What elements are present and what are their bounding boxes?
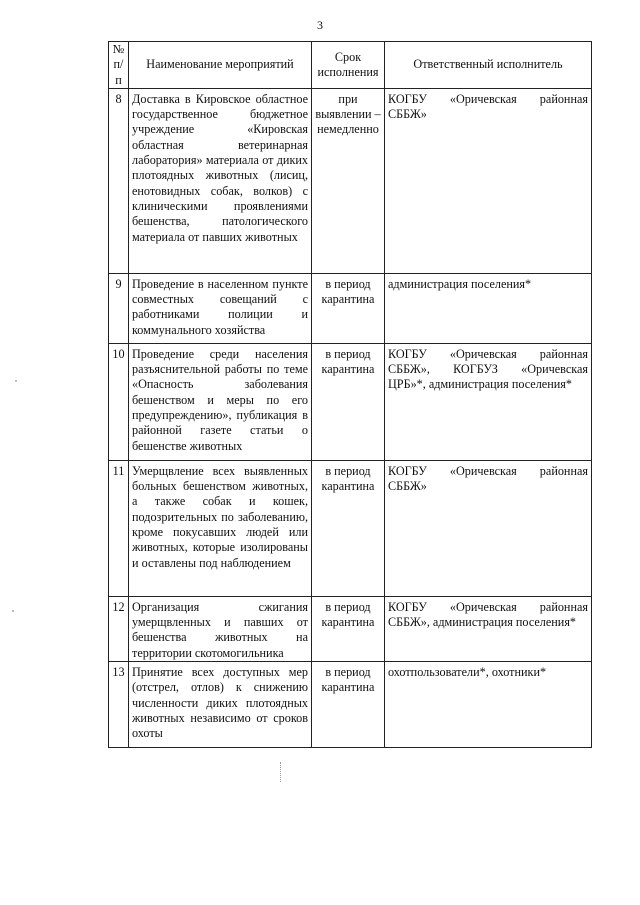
row-responsible: КОГБУ «Оричевская районная СББЖ» (385, 88, 592, 273)
scan-artifact (15, 380, 17, 382)
row-term: в период карантина (312, 460, 385, 596)
row-measure: Проведение в населенном пункте совместных совещаний с работниками полиции и коммунального хозяйства (129, 273, 312, 343)
row-measure: Организация сжигания умерщвленных и павших от бешенства животных на территории скотомогильника (129, 596, 312, 661)
table-row (109, 88, 592, 273)
row-number: 12 (109, 596, 129, 661)
page-number: 3 (317, 18, 323, 32)
measures-table (108, 41, 592, 748)
row-responsible: КОГБУ «Оричевская районная СББЖ», КОГБУЗ «Оричевская ЦРБ»*, администрация поселения* (385, 343, 592, 460)
table-row (109, 662, 592, 748)
table-row (109, 460, 592, 596)
row-term: в период карантина (312, 273, 385, 343)
row-number: 13 (109, 662, 129, 748)
row-responsible: охотпользователи*, охотники* (385, 662, 592, 748)
row-term: в период карантина (312, 662, 385, 748)
row-measure: Принятие всех доступных мер (отстрел, отлов) к снижению численности диких плотоядных животных независимо от сроков охоты (129, 662, 312, 748)
row-term: при выявлении – немедленно (312, 88, 385, 273)
header-number: № п/п (109, 42, 129, 89)
header-responsible: Ответственный исполнитель (385, 42, 592, 89)
row-responsible: администрация поселения* (385, 273, 592, 343)
row-number: 10 (109, 343, 129, 460)
table-row (109, 343, 592, 460)
row-number: 11 (109, 460, 129, 596)
row-measure: Доставка в Кировское областное государственное бюджетное учреждение «Кировская областная ветеринарная лаборатория» материала от диких плотоядных животных (лисиц, енотовидных собак, волков) с клиническими проявлениями бешенства, патологического материала от павших животных (129, 88, 312, 273)
scan-artifact (280, 762, 282, 782)
row-term: в период карантина (312, 343, 385, 460)
header-name: Наименование мероприятий (129, 42, 312, 89)
table-row (109, 596, 592, 661)
row-measure: Проведение среди населения разъяснительной работы по теме «Опасность заболевания бешенством и меры по его предупреждению», публикация в районной газете статьи о бешенстве животных (129, 343, 312, 460)
table-header-row (109, 42, 592, 89)
table-row (109, 273, 592, 343)
row-number: 8 (109, 88, 129, 273)
row-measure: Умерщвление всех выявленных больных бешенством животных, а также собак и кошек, подозрительных по заболеванию, кроме покусавших людей или животных, которые изолированы и оставлены под наблюдением (129, 460, 312, 596)
header-term: Срок исполнения (312, 42, 385, 89)
scan-artifact (12, 610, 14, 612)
row-responsible: КОГБУ «Оричевская районная СББЖ», администрация поселения* (385, 596, 592, 661)
row-number: 9 (109, 273, 129, 343)
row-responsible: КОГБУ «Оричевская районная СББЖ» (385, 460, 592, 596)
row-term: в период карантина (312, 596, 385, 661)
